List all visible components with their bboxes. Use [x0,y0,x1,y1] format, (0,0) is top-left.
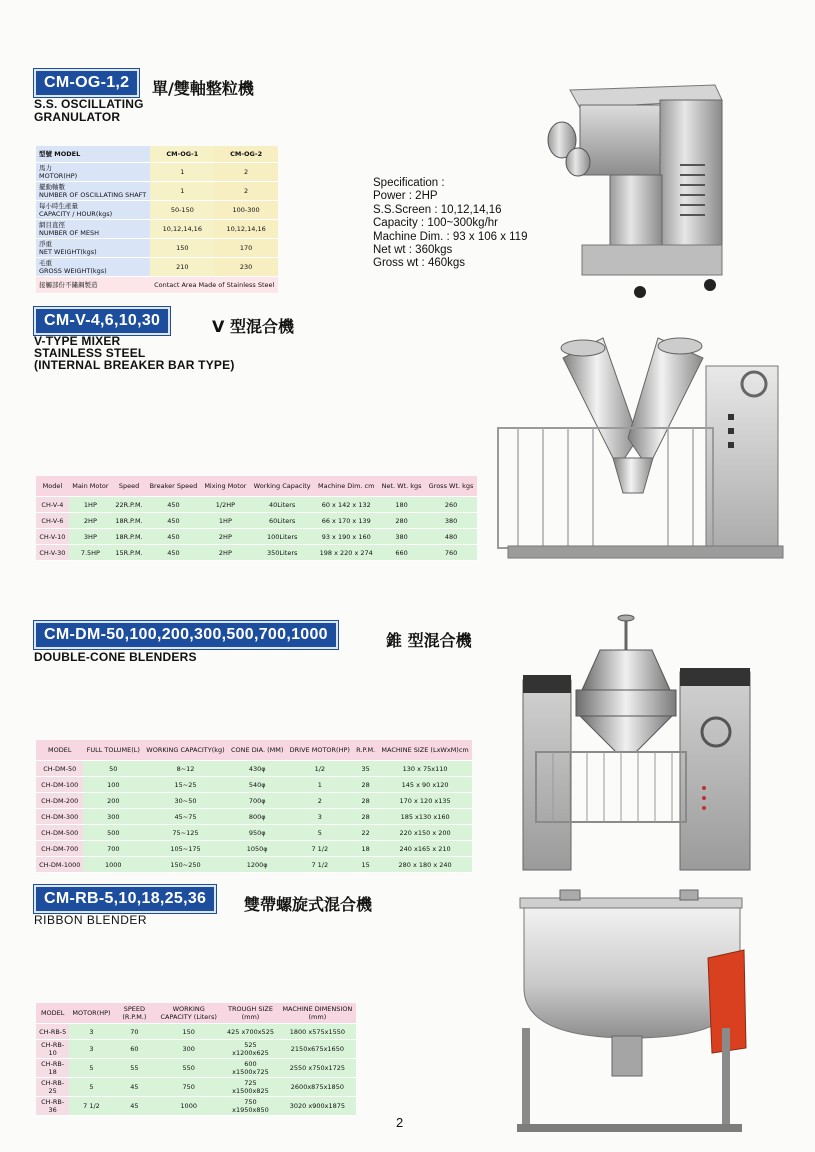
dm-cell: 28 [353,793,378,809]
dm-cell: 145 x 90 x120 [378,777,472,793]
dm-cell: 1/2 [287,761,354,777]
og-row-en: CAPACITY / HOUR(kgs) [39,210,113,218]
v-cell: 450 [146,545,201,561]
v-col-header: Working Capacity [250,476,314,497]
v-title-en-line1: V-TYPE MIXER [34,334,121,348]
dm-cell: 7 1/2 [287,857,354,873]
dm-col-header: R.P.M. [353,740,378,761]
table-row [36,841,472,857]
v-col-header: Mixing Motor [201,476,250,497]
v-title-en-line3: (INTERNAL BREAKER BAR TYPE) [34,358,235,372]
rb-cell: 3 [69,1040,113,1059]
table-row [36,1040,356,1059]
v-col-header: Breaker Speed [146,476,201,497]
dm-cell: 540φ [228,777,287,793]
og-cell: 170 [214,239,278,258]
ribbon-blender-machine-image [512,888,762,1140]
dm-title-zh: 錐 型混合機 [386,631,472,650]
og-row-en: NUMBER OF MESH [39,229,100,237]
v-title-zh: V 型混合機 [212,317,294,336]
dm-cell: 170 x 120 x135 [378,793,472,809]
dm-cell: 240 x165 x 210 [378,841,472,857]
og-row-zh: 每小時生產量 [39,202,78,210]
v-cell: 280 [378,513,425,529]
rb-cell: 55 [114,1059,156,1078]
rb-title-zh: 雙帶螺旋式混合機 [244,895,373,914]
og-cell: 2 [214,163,278,182]
dm-cell: CH-DM-500 [36,825,83,841]
table-row [36,1097,356,1116]
og-cell: 10,12,14,16 [150,220,214,239]
dm-cell: 7 1/2 [287,841,354,857]
dm-cell: 1 [287,777,354,793]
rb-cell: 45 [114,1097,156,1116]
og-row-en: NET WEIGHT(kgs) [39,248,97,256]
dm-col-header: MACHINE SIZE (LxWxM)cm [378,740,472,761]
rb-cell: 425 x700x525 [222,1024,279,1040]
table-row [36,825,472,841]
table-row [36,497,477,513]
dm-cell: 75~125 [143,825,228,841]
v-cell: 15R.P.M. [112,545,146,561]
table-row [36,793,472,809]
og-cell: 210 [150,258,214,277]
dm-cell: 800φ [228,809,287,825]
og-cell: 50-150 [150,201,214,220]
v-col-header: Model [36,476,69,497]
rb-cell: 1000 [155,1097,222,1116]
rb-cell: 3 [69,1024,113,1040]
v-cell: 760 [425,545,477,561]
og-footer-zh: 接觸部份不鏽鋼製造 [36,277,150,294]
dm-cell: 950φ [228,825,287,841]
dm-cell: 700 [83,841,143,857]
dm-cell: 22 [353,825,378,841]
rb-cell: 2150x675x1650 [279,1040,356,1059]
og-cell: 1 [150,163,214,182]
rb-cell: CH-RB-25 [36,1078,69,1097]
v-cell: 2HP [201,529,250,545]
dm-col-header: CONE DIA. (MM) [228,740,287,761]
v-cell: 3HP [69,529,112,545]
table-row [36,1078,356,1097]
v-cell: 18R.P.M. [112,529,146,545]
dm-cell: 28 [353,809,378,825]
v-cell: 450 [146,497,201,513]
v-col-header: Gross Wt. kgs [425,476,477,497]
og-specification-block [373,177,527,271]
og-footer-en: Contact Area Made of Stainless Steel [150,277,278,294]
dm-cell: 1200φ [228,857,287,873]
rb-cell: 7 1/2 [69,1097,113,1116]
og-row-en: GROSS WEIGHT(kgs) [39,267,107,275]
v-cell: 350Liters [250,545,314,561]
dm-cell: CH-DM-1000 [36,857,83,873]
dm-cell: 28 [353,777,378,793]
v-cell: 180 [378,497,425,513]
og-cell: 10,12,14,16 [214,220,278,239]
dm-cell: 18 [353,841,378,857]
dm-cell: 185 x130 x160 [378,809,472,825]
dm-cell: CH-DM-300 [36,809,83,825]
spec-line: S.S.Screen : 10,12,14,16 [373,203,502,216]
dm-cell: CH-DM-700 [36,841,83,857]
rb-cell: 725 x1500x825 [222,1078,279,1097]
rb-cell: 1800 x575x1550 [279,1024,356,1040]
v-cell: 450 [146,529,201,545]
v-cell: 2HP [69,513,112,529]
rb-cell: 750 x1950x850 [222,1097,279,1116]
v-cell: 100Liters [250,529,314,545]
dm-cell: 5 [287,825,354,841]
dm-cell: 700φ [228,793,287,809]
rb-col-header: MACHINE DIMENSION (mm) [279,1003,356,1024]
dm-cell: 45~75 [143,809,228,825]
spec-line: Power : 2HP [373,190,438,203]
v-cell: CH-V-4 [36,497,69,513]
og-title-en-line2: GRANULATOR [34,110,121,124]
dm-cell: 50 [83,761,143,777]
rb-cell: 2600x875x1850 [279,1078,356,1097]
table-row [36,1024,356,1040]
granulator-machine-image [540,80,730,305]
v-cell: 18R.P.M. [112,513,146,529]
rb-model-badge: CM-RB-5,10,18,25,36 [34,885,216,913]
rb-cell: CH-RB-36 [36,1097,69,1116]
rb-cell: 300 [155,1040,222,1059]
dm-cell: 300 [83,809,143,825]
rb-col-header: WORKING CAPACITY (Liters) [155,1003,222,1024]
dm-cell: CH-DM-50 [36,761,83,777]
v-cell: 380 [378,529,425,545]
rb-cell: 525 x1200x625 [222,1040,279,1059]
rb-cell: 550 [155,1059,222,1078]
table-row [36,777,472,793]
dm-cell: 100 [83,777,143,793]
spec-line: Net wt : 360kgs [373,244,453,257]
dm-cell: 1000 [83,857,143,873]
rb-col-header: TROUGH SIZE (mm) [222,1003,279,1024]
dm-col-header: MODEL [36,740,83,761]
dm-cell: 35 [353,761,378,777]
spec-heading: Specification : [373,177,445,189]
rb-cell: CH-RB-5 [36,1024,69,1040]
table-row [36,545,477,561]
og-row-zh: 馬力 [39,164,52,172]
v-mixer-table [36,476,477,561]
v-col-header: Machine Dim. cm [314,476,378,497]
rb-cell: 2550 x750x1725 [279,1059,356,1078]
v-cell: 93 x 190 x 160 [314,529,378,545]
rb-col-header: MOTOR(HP) [69,1003,113,1024]
dm-blender-table [36,740,472,873]
og-row-zh: 淨重 [39,240,52,248]
v-cell: CH-V-30 [36,545,69,561]
v-mixer-machine-image [488,318,786,580]
page-number: 2 [396,1115,404,1130]
v-cell: 198 x 220 x 274 [314,545,378,561]
dm-cell: 430φ [228,761,287,777]
og-cell: 1 [150,182,214,201]
table-row [36,513,477,529]
dm-cell: 200 [83,793,143,809]
dm-cell: 1050φ [228,841,287,857]
v-col-header: Speed [112,476,146,497]
dm-cell: 220 x150 x 200 [378,825,472,841]
og-title-en-line1: S.S. OSCILLATING [34,97,144,111]
og-table-row [36,220,278,239]
rb-cell: 750 [155,1078,222,1097]
table-row [36,809,472,825]
v-cell: 60Liters [250,513,314,529]
v-col-header: Main Motor [69,476,112,497]
v-cell: 66 x 170 x 139 [314,513,378,529]
rb-cell: 5 [69,1078,113,1097]
v-model-badge: CM-V-4,6,10,30 [34,307,170,335]
v-cell: 2HP [201,545,250,561]
v-cell: CH-V-6 [36,513,69,529]
dm-cell: 15 [353,857,378,873]
dm-cell: 130 x 75x110 [378,761,472,777]
dm-cell: CH-DM-200 [36,793,83,809]
rb-cell: CH-RB-18 [36,1059,69,1078]
rb-cell: 60 [114,1040,156,1059]
og-table-header: 型號 MODEL [36,146,150,163]
v-cell: 22R.P.M. [112,497,146,513]
dm-cell: 500 [83,825,143,841]
rb-cell: 150 [155,1024,222,1040]
rb-cell: CH-RB-10 [36,1040,69,1059]
spec-line: Machine Dim. : 93 x 106 x 119 [373,230,528,243]
og-table-row [36,182,278,201]
og-table-header: CM-OG-1 [150,146,214,163]
v-cell: 260 [425,497,477,513]
table-row [36,761,472,777]
og-table-row [36,163,278,182]
og-table-row [36,201,278,220]
rb-cell: 3020 x900x1875 [279,1097,356,1116]
og-cell: 150 [150,239,214,258]
dm-cell: 2 [287,793,354,809]
dm-cell: 280 x 180 x 240 [378,857,472,873]
spec-line: Capacity : 100~300kg/hr [373,217,498,230]
og-row-zh: 網目直徑 [39,221,65,229]
rb-cell: 5 [69,1059,113,1078]
v-cell: 7.5HP [69,545,112,561]
og-cell: 100-300 [214,201,278,220]
dm-col-header: FULL TOLUME(L) [83,740,143,761]
v-cell: 60 x 142 x 132 [314,497,378,513]
rb-title-en: RIBBON BLENDER [34,913,148,927]
v-cell: 1/2HP [201,497,250,513]
rb-cell: 600 x1500x725 [222,1059,279,1078]
dm-cell: 15~25 [143,777,228,793]
rb-cell: 70 [114,1024,156,1040]
v-col-header: Net. Wt. kgs [378,476,425,497]
dm-cell: 30~50 [143,793,228,809]
rb-col-header: MODEL [36,1003,69,1024]
og-model-badge: CM-OG-1,2 [34,69,139,97]
table-row [36,529,477,545]
dm-col-header: DRIVE MOTOR(HP) [287,740,354,761]
v-cell: 660 [378,545,425,561]
dm-cell: 150~250 [143,857,228,873]
dm-cell: 3 [287,809,354,825]
og-cell: 2 [214,182,278,201]
og-table-header: CM-OG-2 [214,146,278,163]
dm-cell: CH-DM-100 [36,777,83,793]
og-row-zh: 毛重 [39,259,52,267]
table-row [36,857,472,873]
og-spec-table [36,146,278,294]
og-table-row [36,258,278,277]
rb-col-header: SPEED (R.P.M.) [114,1003,156,1024]
v-cell: 1HP [69,497,112,513]
spec-line: Gross wt : 460kgs [373,257,466,270]
dm-col-header: WORKING CAPACITY(kg) [143,740,228,761]
dm-title-en: DOUBLE-CONE BLENDERS [34,650,197,664]
og-row-en: MOTOR(HP) [39,172,78,180]
og-title-zh: 單/雙軸整粒機 [152,79,254,98]
v-title-en-line2: STAINLESS STEEL [34,346,146,360]
v-cell: 380 [425,513,477,529]
v-cell: 480 [425,529,477,545]
og-table-row [36,239,278,258]
og-cell: 230 [214,258,278,277]
og-row-en: NUMBER OF OSCILLATING SHAFT [39,191,147,199]
double-cone-machine-image [518,610,754,872]
dm-cell: 8~12 [143,761,228,777]
dm-model-badge: CM-DM-50,100,200,300,500,700,1000 [34,621,338,649]
og-table-footer [36,277,278,294]
rb-blender-table [36,1003,356,1116]
dm-cell: 105~175 [143,841,228,857]
og-row-zh: 擺動軸數 [39,183,65,191]
v-cell: 450 [146,513,201,529]
rb-cell: 45 [114,1078,156,1097]
v-cell: 1HP [201,513,250,529]
v-cell: 40Liters [250,497,314,513]
table-row [36,1059,356,1078]
v-cell: CH-V-10 [36,529,69,545]
